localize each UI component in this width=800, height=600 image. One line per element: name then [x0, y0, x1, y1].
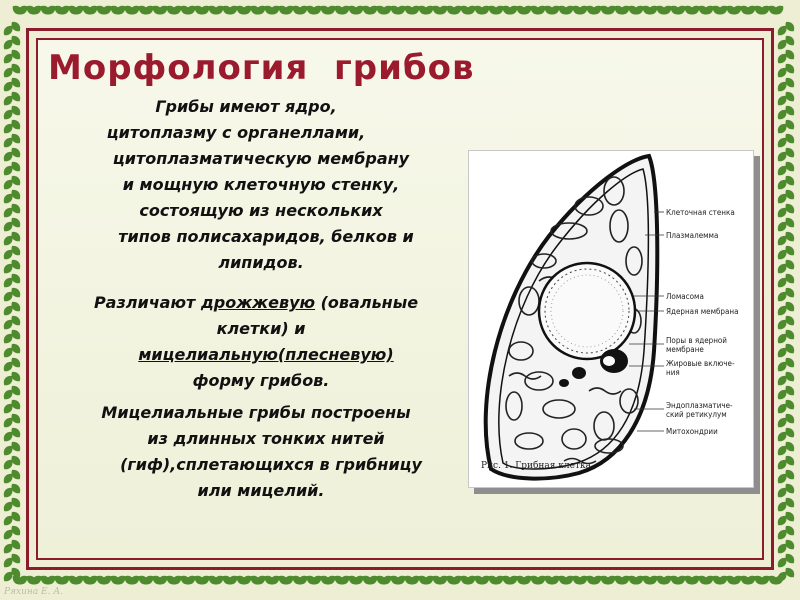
label-cell-wall: Клеточная стенка — [666, 208, 735, 217]
label-lomasome: Ломасома — [666, 292, 704, 301]
label-plasmalemma: Плазмалемма — [666, 231, 719, 240]
label-fat-inclusions: Жировые включе- ния — [666, 359, 735, 377]
text-line: цитоплазму с органеллами, — [106, 123, 366, 142]
text-line — [76, 342, 456, 368]
text-line: липидов. — [218, 253, 304, 272]
text-line: цитоплазматическую мембрану — [112, 149, 410, 168]
yeast-term: дрожжевую — [200, 293, 316, 312]
author-signature: Ряхина Е. А. — [4, 587, 64, 597]
fungal-cell-drawing — [469, 151, 753, 487]
text-line: и мощную клеточную стенку, — [122, 175, 400, 194]
nucleus-membrane — [539, 263, 635, 359]
figure-caption: Рис. 1. Грибная клетка. — [481, 461, 594, 471]
paragraph-structure — [56, 94, 456, 276]
text-line: Мицелиальные грибы построены — [101, 403, 411, 422]
text-fragment: (овальные — [315, 293, 419, 312]
label-er: Эндоплазматиче- ский ретикулум — [666, 401, 733, 419]
text-line: типов полисахаридов, белков и — [118, 227, 414, 246]
label-mitochondria: Митохондрии — [666, 427, 718, 436]
label-nuclear-pores: Поры в ядерной мембране — [666, 336, 727, 354]
text-fragment: Различают — [93, 293, 201, 312]
fungal-cell-figure — [468, 150, 754, 488]
text-line: форму грибов. — [192, 371, 330, 390]
text-line: или мицелий. — [197, 481, 325, 500]
paragraph-forms — [56, 290, 456, 394]
text-line: (гиф),сплетающихся в грибницу — [120, 455, 422, 474]
paragraph-mycelium — [56, 400, 456, 504]
text-line: из длинных тонких нитей — [147, 429, 385, 448]
text-line — [56, 290, 456, 316]
text-line: Грибы имеют ядро, — [155, 97, 337, 116]
text-line: состоящую из нескольких — [139, 201, 383, 220]
label-nuclear-membrane: Ядерная мембрана — [666, 307, 739, 316]
mold-term: мицелиальную(плесневую) — [138, 345, 394, 364]
fat-inclusion — [572, 367, 586, 379]
slide-title: Морфология грибов — [48, 48, 475, 88]
text-line: клетки) и — [216, 319, 306, 338]
